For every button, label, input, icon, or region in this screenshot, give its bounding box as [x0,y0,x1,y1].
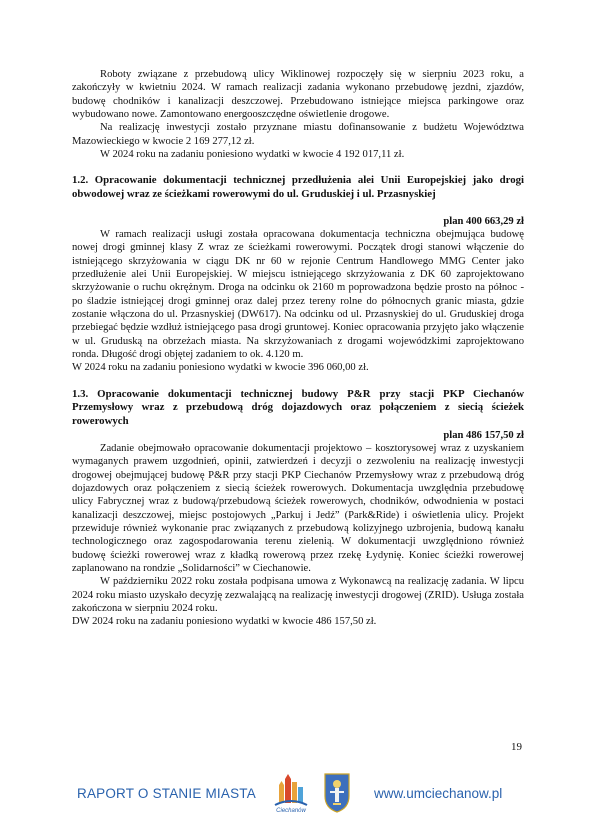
intro-paragraph-2: Na realizację inwestycji zostało przyznane miastu dofinansowanie z budżetu Województwa Mazowieckiego w kwocie 2 169 277,12 zł. [72,122,524,147]
city-logo-caption: Ciechanów [276,808,306,814]
report-title: RAPORT O STANIE MIASTA [77,786,256,801]
page-number: 19 [511,741,522,753]
section-1-3-body: Zadanie obejmowało opracowanie dokumentacji projektowo – kosztorysowej wraz z uzyskaniem wymaganych prawem uzgodnień, opinii, zatwierdzeń i decyzji o zezwoleniu na realizację inwestycji drogowej obejmującej budowę P&R przy stacji PKP Ciechanów Przemysłowy wraz z przebudową dróg dojazdowych oraz połączeniem z siecią ścieżek rowerowych. Dokumentacja uwzględnia przebudowę ulicy Fabrycznej wraz z budową/przebudową ścieżek rowerowych, chodników, odwodnienia w postaci kanalizacji deszczowej, miejsc postojowych „Parkuj i Jedź” (Park&Ride) i oświetlenia ulicy. Projekt przewiduje również wykonanie prac związanych z przebudową kolizyjnego uzbrojenia, budową kanału technologicznego oraz zagospodarowania terenu zielenią. W dokumentacji uwzględniono również budowę ścieżki rowerowej wraz z kładką rowerową przez rzekę Łydynię. Koniec ścieżki rowerowej zaplanowano na rondzie „Solidarności” w Ciechanowie. [72,442,524,574]
intro-paragraph-3: W 2024 roku na zadaniu poniesiono wydatki w kwocie 4 192 017,11 zł. [100,149,405,161]
section-1-2-heading: 1.2. Opracowanie dokumentacji technicznej przedłużenia alei Unii Europejskiej jako drogi obwodowej wraz ze ścieżkami rowerowymi do ul. Gruduskiej i ul. Przasnyskiej [72,174,524,200]
section-1-2-body: W ramach realizacji usługi została opracowana dokumentacja techniczna obejmująca budowę nowej drogi gminnej klasy Z wraz ze ścieżkami rowerowymi. Początek drogi stanowi włączenie do istniejącego skrzyżowania w ciągu DK nr 60 w rejonie Centrum Handlowego MMG Center jako przedłużenie alei Unii Europejskiej. W miejscu istniejącego skrzyżowania z DK 60 zaprojektowano skrzyżowanie o ruchu okrężnym. Droga na odcinku ok 2160 m poprowadzona będzie prosto na północ - po śladzie istniejącej drogi gminnej oraz dalej przez tereny rolne do północnych granic miasta, gdzie zostanie włączona do ul. Przasnyskiej (DW617). Na odcinku od ul. Przasnyskiej do ul. Gruduskiej droga przebiegać będzie wzdłuż istniejącego pasa drogi gruntowej. Koniec opracowania przyjęto jako włączenie w ul. Gruduską na obrzeżach miasta. Na skrzyżowaniach z drogami wojewódzkimi zaprojektowano ronda. Długość drogi objętej zadaniem to ok. 4.120 m. [72,228,524,361]
page-content [72,68,524,629]
section-1-3-paragraph-2: W październiku 2022 roku została podpisana umowa z Wykonawcą na realizację zadania. W lipcu 2024 roku miasto uzyskało decyzję zezwalającą na realizację inwestycji drogowej (ZRID). Usługa została zakończona w sierpniu 2024 roku. [72,576,524,614]
section-1-3-expenses: DW 2024 roku na zadaniu poniesiono wydatki w kwocie 486 157,50 zł. [72,616,377,628]
page-footer [0,768,594,828]
website-link[interactable]: www.umciechanow.pl [374,786,503,801]
section-1-2-expenses: W 2024 roku na zadaniu poniesiono wydatki w kwocie 396 060,00 zł. [72,362,369,374]
section-1-3-plan: plan 486 157,50 zł [443,429,524,441]
intro-paragraph-1: Roboty związane z przebudową ulicy Wiklinowej rozpoczęły się w sierpniu 2023 roku, a zakończyły w kwietniu 2024. W ramach realizacji zadania wykonano przebudowę jezdni, zjazdów, budowę chodników i kanalizacji deszczowej. Przebudowano istniejące miejsca parkingowe oraz wybudowano nowe. Zamontowano energooszczędne oświetlenie drogowe. [72,69,524,121]
section-1-2-plan: plan 400 663,29 zł [443,215,524,227]
city-logo-icon [270,771,312,811]
section-1-3-heading: 1.3. Opracowanie dokumentacji technicznej budowy P&R przy stacji PKP Ciechanów Przemysłowy wraz z przebudową dróg dojazdowych oraz połączeniem z siecią ścieżek rowerowych [72,387,524,427]
coat-of-arms-icon [322,770,352,814]
